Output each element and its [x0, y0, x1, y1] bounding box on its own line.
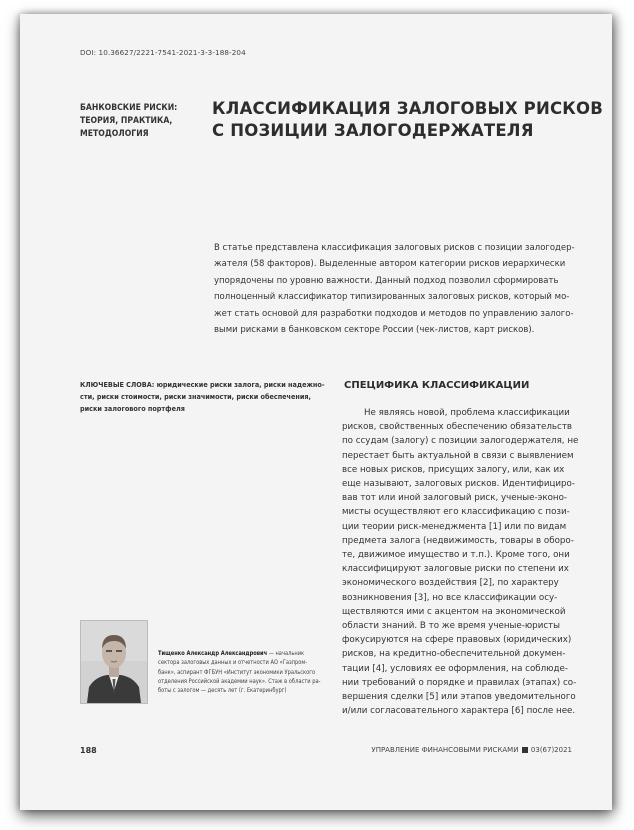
author-info-line: отделения Российской академии наук». Стаж в области ра-: [158, 678, 321, 685]
abstract-line: жет стать основой для разработки подходов и методов по управлению залого-: [214, 308, 574, 319]
journal-page: [20, 14, 612, 810]
body-line: вершения сделки [5] или этапов уведомительного: [342, 692, 576, 703]
body-line: нии требований о порядке и правилах (этапах) со-: [342, 677, 577, 688]
body-line: фокусируются на сфере правовых (юридических): [342, 635, 572, 646]
author-portrait-image: [81, 621, 147, 703]
section-heading: СПЕЦИФИКА КЛАССИФИКАЦИИ: [344, 380, 530, 391]
author-photo: [80, 620, 148, 704]
body-line: предмета залога (недвижимость, товары в оборо-: [342, 535, 574, 546]
body-line: еще называют, залоговых рисков. Идентифициро-: [342, 479, 576, 490]
title-line: КЛАССИФИКАЦИЯ ЗАЛОГОВЫХ РИСКОВ: [212, 99, 603, 118]
article-title: [212, 98, 603, 142]
rubric: [80, 102, 200, 141]
abstract-line: упорядочены по уровню важности. Данный подход позволил сформировать: [214, 275, 559, 286]
journal-issue: 03(67)2021: [530, 746, 572, 754]
author-name: Тищенко Александр Александрович: [158, 651, 268, 657]
body-line: перестает быть актуальной в связи с выявлением: [342, 450, 574, 461]
author-info-line: сектора залоговых данных и отчетности АО «Газпром-: [158, 660, 308, 667]
page-number: 188: [80, 746, 97, 755]
body-line: и/или согласовательного характера [6] после нее.: [342, 706, 576, 717]
body-line: области знаний. В то же время ученые-юристы: [342, 621, 561, 632]
body-line: тации [4], условиях ее оформления, на соблюде-: [342, 663, 568, 674]
author-info-line: боты с залогом — десять лет (г. Екатеринбург): [158, 688, 287, 695]
body-line: ществляются ими с акцентом на экономической: [342, 606, 566, 617]
body-line: вав тот или иной залоговый риск, ученые-эконо-: [342, 493, 568, 504]
square-bullet-icon: [522, 747, 528, 753]
rubric-line: ТЕОРИЯ, ПРАКТИКА,: [80, 116, 173, 126]
body-line: все новых рисков, присущих залогу, или, как их: [342, 464, 565, 475]
body-line: возникновения [3], но все классификации осу-: [342, 592, 558, 603]
abstract-line: полноценный классификатор типизированных залоговых рисков, который мо-: [214, 292, 570, 303]
body-line: рисков, на кредитно-обеспечительной докумен-: [342, 649, 566, 660]
body-line: те, движимое имущество и т.п.). Кроме того, они: [342, 550, 570, 561]
keywords: [80, 379, 330, 415]
abstract-line: жателя (58 факторов). Выделенные автором категории рисков иерархически: [214, 259, 566, 270]
body-line: мисты осуществляют его классификацию с пози-: [342, 507, 570, 518]
body-line: по ссудам (залогу) с позиции залогодержателя, не: [342, 436, 579, 447]
author-info-line: — начальник: [267, 651, 305, 657]
rubric-line: БАНКОВСКИЕ РИСКИ:: [80, 103, 178, 113]
abstract-line: выми рисками в банковском секторе России (чек-листов, карт рисков).: [214, 325, 535, 336]
journal-footer: [371, 746, 572, 754]
abstract: [214, 240, 586, 338]
keywords-line: риски залогового портфеля: [80, 404, 185, 413]
keywords-line: КЛЮЧЕВЫЕ СЛОВА: юридические риски залога, риски надежно-: [80, 380, 325, 389]
author-info-line: банк», аспирант ФГБУН «Институт экономики Уральского: [158, 669, 316, 676]
author-info: [158, 650, 334, 696]
body-line: рисков, свойственных обеспечению обязательств: [342, 422, 572, 433]
title-line: С ПОЗИЦИИ ЗАЛОГОДЕРЖАТЕЛЯ: [212, 121, 534, 140]
body-text: [342, 406, 598, 718]
body-line: экономического воздействия [2], по характеру: [342, 578, 559, 589]
body-line: Не являясь новой, проблема классификации: [364, 408, 570, 418]
abstract-line: В статье представлена классификация залоговых рисков с позиции залогодер-: [214, 243, 575, 253]
keywords-line: сти, риски стоимости, риски значимости, риски обеспечения,: [80, 392, 311, 401]
journal-name: УПРАВЛЕНИЕ ФИНАНСОВЫМИ РИСКАМИ: [371, 746, 519, 754]
body-line: ции теории риск-менеджмента [1] или по видам: [342, 521, 567, 532]
body-line: классифицируют залоговые риски по степени их: [342, 564, 569, 575]
doi-label: DOI: 10.36627/2221-7541-2021-3-3-188-204: [80, 48, 246, 57]
rubric-line: МЕТОДОЛОГИЯ: [80, 129, 149, 139]
